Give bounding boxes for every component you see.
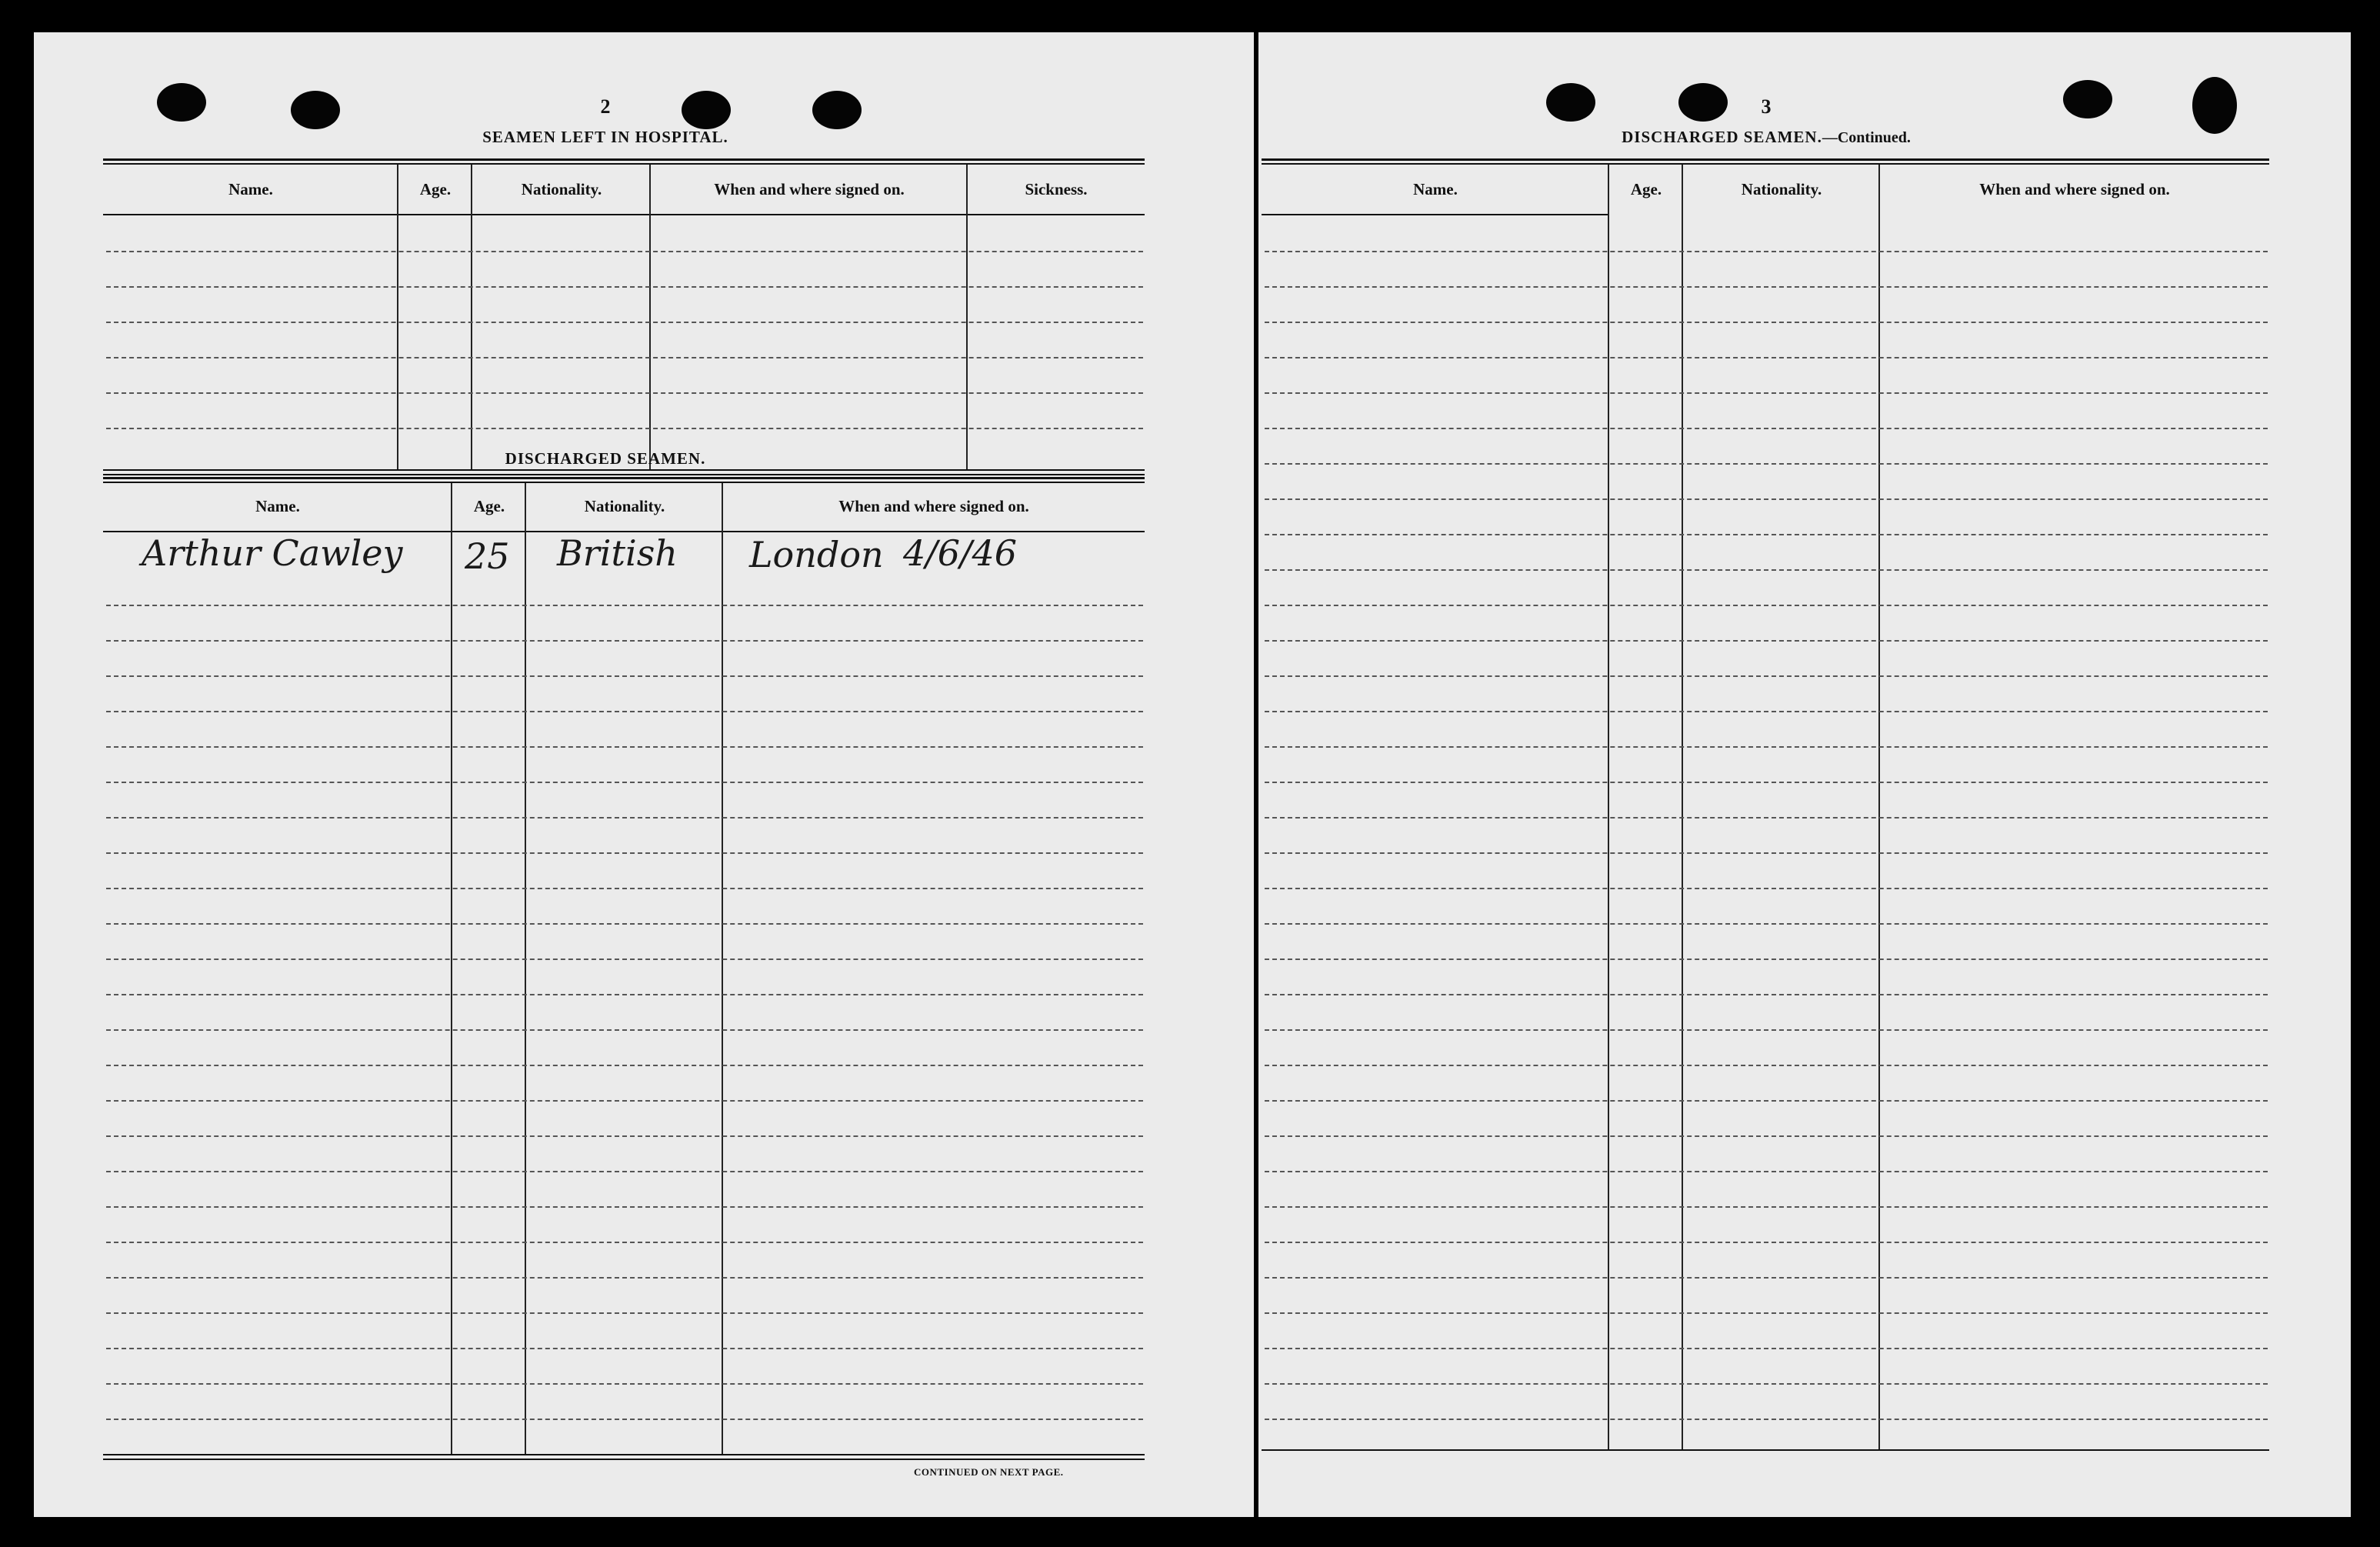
- ruled-line: [106, 1135, 1143, 1137]
- ruled-line: [1265, 1171, 2268, 1172]
- column-header-signed-on: When and where signed on.: [1979, 180, 2170, 198]
- ruled-line: [1265, 640, 2268, 642]
- ruled-line: [1265, 1029, 2268, 1031]
- ruled-line: [1265, 1100, 2268, 1102]
- ruled-line: [106, 1171, 1143, 1172]
- column-header-signed-on: When and where signed on.: [838, 497, 1029, 515]
- ruled-line: [1265, 675, 2268, 677]
- ruled-line: [1265, 1419, 2268, 1420]
- ruled-line: [106, 959, 1143, 960]
- signed-on-date: 4/6/46: [903, 532, 1018, 574]
- ruled-line: [106, 1100, 1143, 1102]
- column-header-name: Name.: [228, 180, 273, 198]
- punch-hole: [812, 91, 862, 129]
- ruled-line: [106, 1348, 1143, 1349]
- ruled-line: [106, 711, 1143, 712]
- ruled-line: [1265, 852, 2268, 854]
- ruled-line: [1265, 605, 2268, 606]
- ruled-line: [106, 605, 1143, 606]
- ruled-line: [1265, 817, 2268, 819]
- punch-hole: [2192, 77, 2237, 134]
- ruled-line: [106, 782, 1143, 783]
- ruled-line: [1265, 1383, 2268, 1385]
- column-header-name: Name.: [255, 497, 300, 515]
- ruled-line: [106, 852, 1143, 854]
- column-header-nationality: Nationality.: [1741, 180, 1822, 198]
- ruled-line: [1265, 1242, 2268, 1243]
- ruled-line: [106, 640, 1143, 642]
- ruled-line: [1265, 428, 2268, 429]
- ruled-line: [1265, 463, 2268, 465]
- ruled-line: [106, 817, 1143, 819]
- ruled-line: [1265, 251, 2268, 252]
- punch-hole: [1546, 83, 1595, 122]
- column-header-nationality: Nationality.: [584, 497, 665, 515]
- ruled-line: [1265, 569, 2268, 571]
- ruled-line: [1265, 286, 2268, 288]
- page-number: 3: [1761, 95, 1772, 118]
- page-number: 2: [600, 95, 611, 118]
- ruled-line: [106, 1029, 1143, 1031]
- ruled-line: [1265, 1348, 2268, 1349]
- signed-on-place: London: [749, 534, 884, 575]
- ruled-line: [1265, 357, 2268, 358]
- seaman-name: Arthur Cawley: [142, 532, 403, 574]
- ruled-line: [1265, 392, 2268, 394]
- seaman-age: 25: [465, 535, 510, 577]
- column-header-age: Age.: [473, 497, 505, 515]
- ruled-line: [106, 923, 1143, 925]
- punch-hole: [2063, 80, 2112, 118]
- ruled-line: [1265, 782, 2268, 783]
- ruled-line: [1265, 1065, 2268, 1066]
- ruled-line: [1265, 711, 2268, 712]
- ruled-line: [1265, 1277, 2268, 1279]
- ruled-line: [106, 888, 1143, 889]
- section-heading-discharged-continued: DISCHARGED SEAMEN.—Continued.: [1622, 128, 1911, 146]
- ruled-line: [106, 1383, 1143, 1385]
- ruled-line: [1265, 534, 2268, 535]
- column-header-signed-on: When and where signed on.: [714, 180, 905, 198]
- ruled-line: [106, 1419, 1143, 1420]
- continued-note: CONTINUED ON NEXT PAGE.: [914, 1466, 1064, 1478]
- section-heading-hospital: SEAMEN LEFT IN HOSPITAL.: [482, 128, 728, 146]
- column-header-nationality: Nationality.: [521, 180, 602, 198]
- column-header-name: Name.: [1413, 180, 1458, 198]
- ruled-line: [106, 746, 1143, 748]
- column-header-age: Age.: [419, 180, 452, 198]
- punch-hole: [291, 91, 340, 129]
- ruled-line: [1265, 994, 2268, 995]
- ruled-line: [106, 1277, 1143, 1279]
- ruled-line: [1265, 322, 2268, 323]
- ruled-line: [106, 1206, 1143, 1208]
- punch-hole: [1678, 83, 1728, 122]
- ruled-line: [106, 1312, 1143, 1314]
- ruled-line: [1265, 1206, 2268, 1208]
- ruled-line: [106, 1065, 1143, 1066]
- ruled-line: [1265, 923, 2268, 925]
- ruled-line: [1265, 746, 2268, 748]
- column-header-age: Age.: [1630, 180, 1662, 198]
- punch-hole: [157, 83, 206, 122]
- ruled-line: [106, 1242, 1143, 1243]
- seaman-nationality: British: [557, 532, 678, 574]
- right-page: [1258, 32, 2351, 1517]
- section-heading-discharged: DISCHARGED SEAMEN.: [505, 449, 706, 468]
- left-page: [34, 32, 1254, 1517]
- ruled-line: [106, 675, 1143, 677]
- ruled-line: [1265, 888, 2268, 889]
- ruled-line: [1265, 959, 2268, 960]
- ruled-line: [1265, 498, 2268, 500]
- column-header-sickness: Sickness.: [1025, 180, 1088, 198]
- ruled-line: [1265, 1135, 2268, 1137]
- ruled-line: [1265, 1312, 2268, 1314]
- punch-hole: [682, 91, 731, 129]
- ruled-line: [106, 994, 1143, 995]
